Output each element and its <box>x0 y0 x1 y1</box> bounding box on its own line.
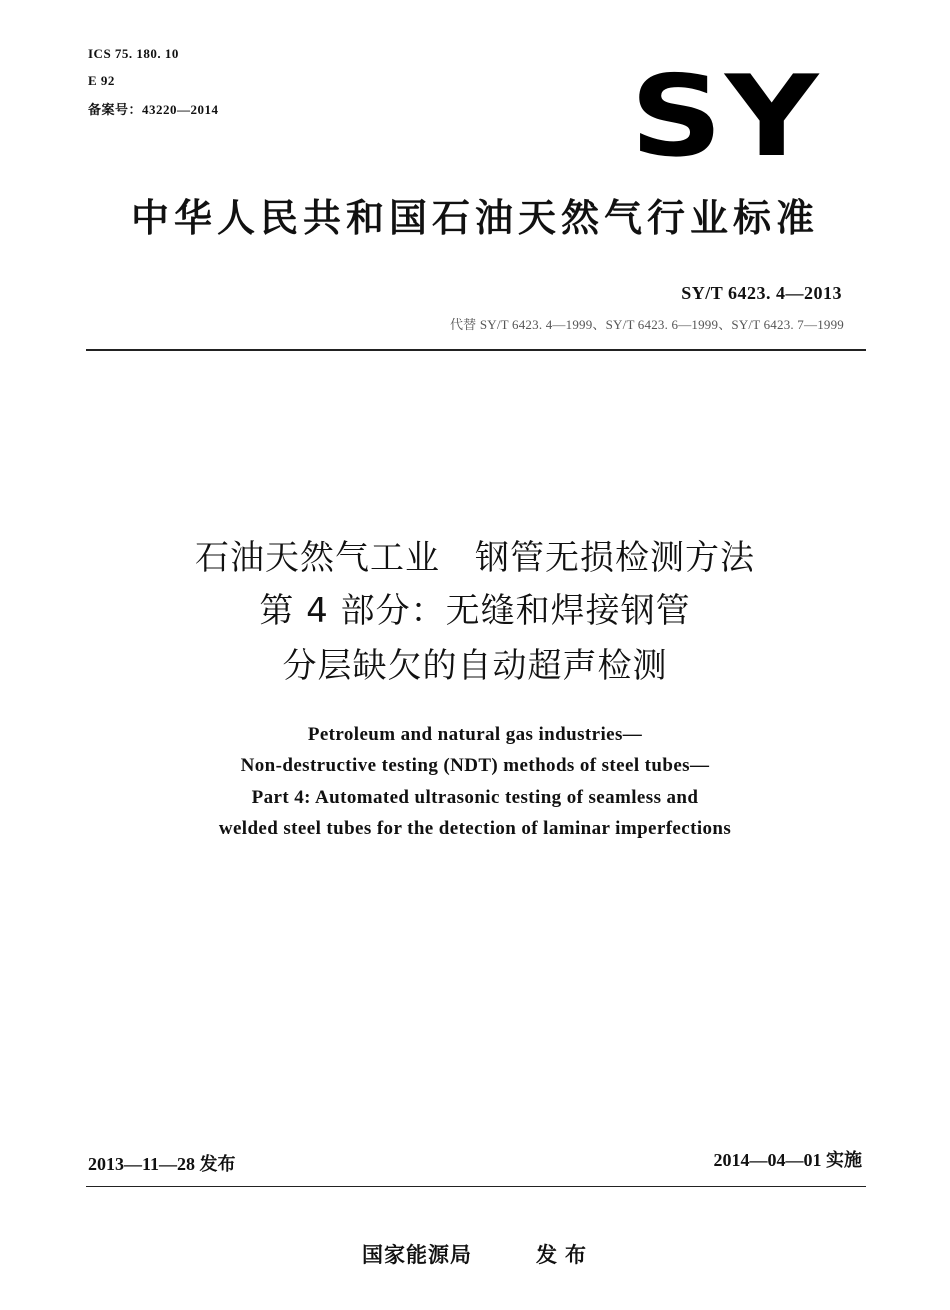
chinese-title-line-3: 分层缺欠的自动超声检测 <box>282 646 668 686</box>
standard-number: SY/T 6423. 4—2013 <box>681 283 842 303</box>
chinese-title-line-2: 第 4 部分：无缝和焊接钢管 <box>259 591 691 631</box>
issue-date: 2013—11—28 发布 <box>88 1154 236 1174</box>
english-title-line-1: Petroleum and natural gas industries— <box>307 724 643 745</box>
english-title-line-2: Non-destructive testing (NDT) methods of steel tubes— <box>240 755 710 776</box>
ics-code: ICS 75. 180. 10 <box>88 46 179 61</box>
sy-logo: SY <box>630 52 821 182</box>
replaced-standards: 代替 SY/T 6423. 4—1999、SY/T 6423. 6—1999、SY/T 6423. 7—1999 <box>449 317 844 332</box>
ccs-code: E 92 <box>88 73 115 88</box>
bottom-divider <box>86 1186 866 1187</box>
english-title-line-4: welded steel tubes for the detection of laminar imperfections <box>218 818 732 839</box>
publish-label: 发布 <box>536 1243 594 1267</box>
english-title-line-3: Part 4: Automated ultrasonic testing of seamless and <box>251 787 699 808</box>
filing-number: 备案号：43220—2014 <box>88 102 219 117</box>
implementation-date: 2014—04—01 实施 <box>713 1150 862 1170</box>
organization-title: 中华人民共和国石油天然气行业标准 <box>130 196 819 240</box>
chinese-title-line-1: 石油天然气工业 钢管无损检测方法 <box>195 538 755 578</box>
publisher-name: 国家能源局 <box>362 1243 472 1267</box>
top-divider <box>86 349 866 351</box>
